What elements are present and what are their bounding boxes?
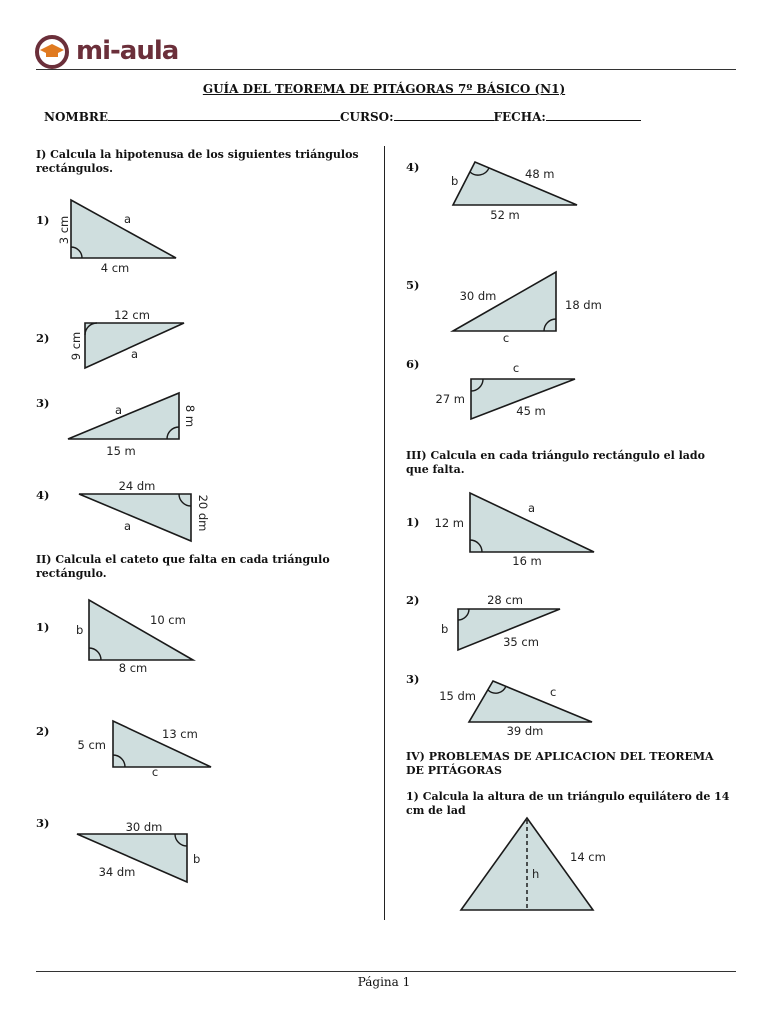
side-label: 13 cm xyxy=(162,727,198,741)
item-number: 4) xyxy=(406,160,420,174)
side-label: a xyxy=(124,212,132,226)
triangle-i-4b xyxy=(451,162,577,222)
side-label: 28 cm xyxy=(487,593,523,607)
side-label: 34 dm xyxy=(98,865,136,879)
height-label: h xyxy=(532,867,540,881)
item-number: 2) xyxy=(36,724,50,738)
side-label: c xyxy=(512,361,520,375)
equilateral-triangle xyxy=(461,818,606,910)
side-label: c xyxy=(502,331,510,345)
side-label: 39 dm xyxy=(506,724,544,738)
side-label: 14 cm xyxy=(570,850,606,864)
side-label: a xyxy=(124,519,132,533)
triangle-iii-1 xyxy=(435,493,595,568)
side-label: b xyxy=(451,174,459,188)
item-number: 4) xyxy=(36,488,50,502)
item-number: 3) xyxy=(36,816,50,830)
date-label: FECHA: xyxy=(493,110,546,124)
side-label: 8 cm xyxy=(118,661,148,675)
triangle-i-6 xyxy=(436,361,576,419)
side-label: 3 cm xyxy=(57,215,71,245)
brand-logo-text: mi-aula xyxy=(76,36,179,66)
item-number: 2) xyxy=(406,593,420,607)
side-label: 20 dm xyxy=(196,494,210,532)
triangle-i-4 xyxy=(79,479,210,541)
item-number: 1) xyxy=(406,515,420,529)
side-label: b xyxy=(441,622,449,636)
side-label: 12 m xyxy=(434,516,464,530)
triangle-i-5 xyxy=(453,272,602,345)
item-number: 2) xyxy=(36,331,50,345)
page-title: GUÍA DEL TEOREMA DE PITÁGORAS 7º BÁSICO (N1) xyxy=(202,82,566,96)
triangle-i-1 xyxy=(57,200,176,275)
triangle-iii-2 xyxy=(441,593,560,650)
side-label: c xyxy=(151,765,159,779)
side-label: 15 dm xyxy=(439,689,476,703)
side-label: 30 dm xyxy=(125,820,163,834)
side-label: 30 dm xyxy=(459,289,497,303)
side-label: b xyxy=(193,852,201,866)
section-2-heading: II) Calcula el cateto que falta en cada triángulo rectángulo. xyxy=(36,553,330,580)
item-number: 1) xyxy=(36,213,50,227)
side-label: c xyxy=(550,685,557,699)
side-label: b xyxy=(76,623,84,637)
section-3-heading: III) Calcula en cada triángulo rectángulo el lado que falta. xyxy=(406,449,705,476)
side-label: 9 cm xyxy=(69,331,83,361)
footer-rule xyxy=(36,971,736,972)
side-label: 27 m xyxy=(435,392,465,406)
section-4-problem-1: 1) Calcula la altura de un triángulo equilátero de 14 cm de lad xyxy=(406,790,730,817)
side-label: 8 m xyxy=(183,404,197,428)
triangle-ii-3 xyxy=(77,820,200,882)
side-label: a xyxy=(528,501,536,515)
triangle-ii-1 xyxy=(76,600,193,675)
side-label: 48 m xyxy=(525,167,555,181)
section-1-heading: I) Calcula la hipotenusa de los siguientes triángulos rectángulos. xyxy=(36,148,359,175)
side-label: a xyxy=(131,347,139,361)
side-label: 5 cm xyxy=(77,738,106,752)
side-label: 52 m xyxy=(490,208,520,222)
side-label: 45 m xyxy=(516,404,546,418)
page-number: Página 1 xyxy=(357,975,411,989)
triangle-iii-3 xyxy=(439,681,592,738)
triangle-i-3 xyxy=(68,393,197,458)
item-number: 3) xyxy=(406,672,420,686)
side-label: 10 cm xyxy=(150,613,186,627)
item-number: 6) xyxy=(406,357,420,371)
side-label: 35 cm xyxy=(503,635,539,649)
triangle-ii-2 xyxy=(78,721,212,779)
side-label: 15 m xyxy=(106,444,136,458)
side-label: 24 dm xyxy=(118,479,156,493)
item-number: 5) xyxy=(406,278,420,292)
side-label: 12 cm xyxy=(114,308,150,322)
section-4-heading: IV) PROBLEMAS DE APLICACION DEL TEOREMA DE PITÁGORAS xyxy=(406,750,714,777)
item-number: 3) xyxy=(36,396,50,410)
item-number: 1) xyxy=(36,620,50,634)
side-label: 4 cm xyxy=(100,261,130,275)
side-label: a xyxy=(115,403,123,417)
side-label: 16 m xyxy=(512,554,542,568)
triangle-i-2 xyxy=(69,308,184,368)
course-label: CURSO: xyxy=(339,110,394,124)
side-label: 18 dm xyxy=(565,298,602,312)
name-label: NOMBRE xyxy=(44,110,108,124)
